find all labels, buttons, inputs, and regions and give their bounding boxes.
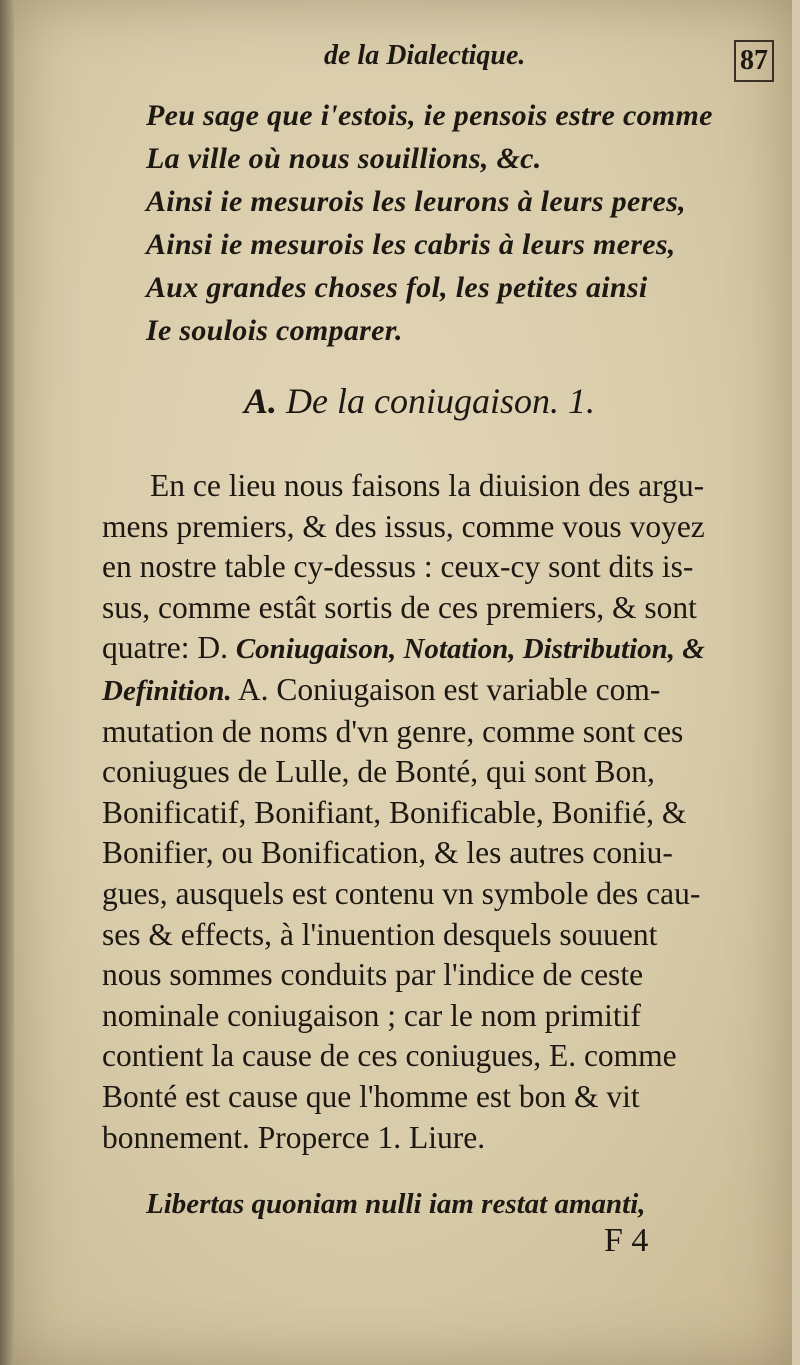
verse-line: La ville où nous souillions, &c. — [146, 142, 542, 175]
section-number: 1. — [568, 381, 595, 421]
verse-block — [146, 94, 713, 352]
text-line: sus, comme estât sortis de ces premiers, & sont — [102, 589, 697, 625]
verse-line: Aux grandes choses fol, les petites ainsi — [146, 271, 648, 304]
text-line: coniugues de Lulle, de Bonté, qui sont Bon, — [102, 754, 655, 790]
section-title: De la coniugaison. — [286, 381, 559, 421]
text-line: bonnement. Properce 1. Liure. — [102, 1119, 486, 1155]
section-heading — [244, 380, 595, 422]
page-number: 87 — [734, 40, 774, 82]
text-line: Bonté est cause que l'homme est bon & vit — [102, 1078, 640, 1114]
book-page — [14, 0, 792, 1365]
italic-term: Definition. — [102, 674, 232, 707]
text-line: contient la cause de ces coniugues, E. comme — [102, 1038, 677, 1074]
text-line — [102, 670, 705, 712]
text-line: mens premiers, & des issus, comme vous voyez — [102, 508, 705, 544]
verse-line: Ie soulois comparer. — [146, 314, 403, 347]
text-run: A. Coniugaison est variable com- — [231, 671, 661, 707]
latin-quote: Libertas quoniam nulli iam restat amanti, — [146, 1188, 646, 1220]
text-line: Bonificatif, Bonifiant, Bonificable, Bonifié, & — [102, 794, 687, 830]
running-head: de la Dialectique. — [324, 40, 526, 71]
italic-term-list: Coniugaison, Notation, Distribution, & — [235, 633, 705, 666]
text-line: en nostre table cy-dessus : ceux-cy sont dits is- — [102, 549, 694, 585]
text-run: quatre: D. — [102, 630, 236, 666]
text-line: Bonifier, ou Bonification, & les autres coniu- — [102, 835, 673, 871]
text-line: nous sommes conduits par l'indice de ceste — [102, 957, 644, 993]
text-line — [102, 628, 705, 670]
verse-line: Ainsi ie mesurois les cabris à leurs meres, — [146, 228, 676, 261]
text-line: nominale coniugaison ; car le nom primitif — [102, 997, 641, 1033]
text-line: gues, ausquels est contenu vn symbole des cau- — [102, 875, 701, 911]
text-line: mutation de noms d'vn genre, comme sont ces — [102, 713, 684, 749]
text-line: En ce lieu nous faisons la diuision des argu- — [150, 468, 705, 503]
signature-mark: F 4 — [604, 1222, 649, 1259]
body-text — [102, 466, 705, 1158]
text-line: ses & effects, à l'inuention desquels souuent — [102, 916, 658, 952]
section-marker: A. — [244, 381, 278, 421]
verse-line: Ainsi ie mesurois les leurons à leurs peres, — [146, 185, 686, 218]
verse-line: Peu sage que i'estois, ie pensois estre comme — [146, 99, 713, 132]
